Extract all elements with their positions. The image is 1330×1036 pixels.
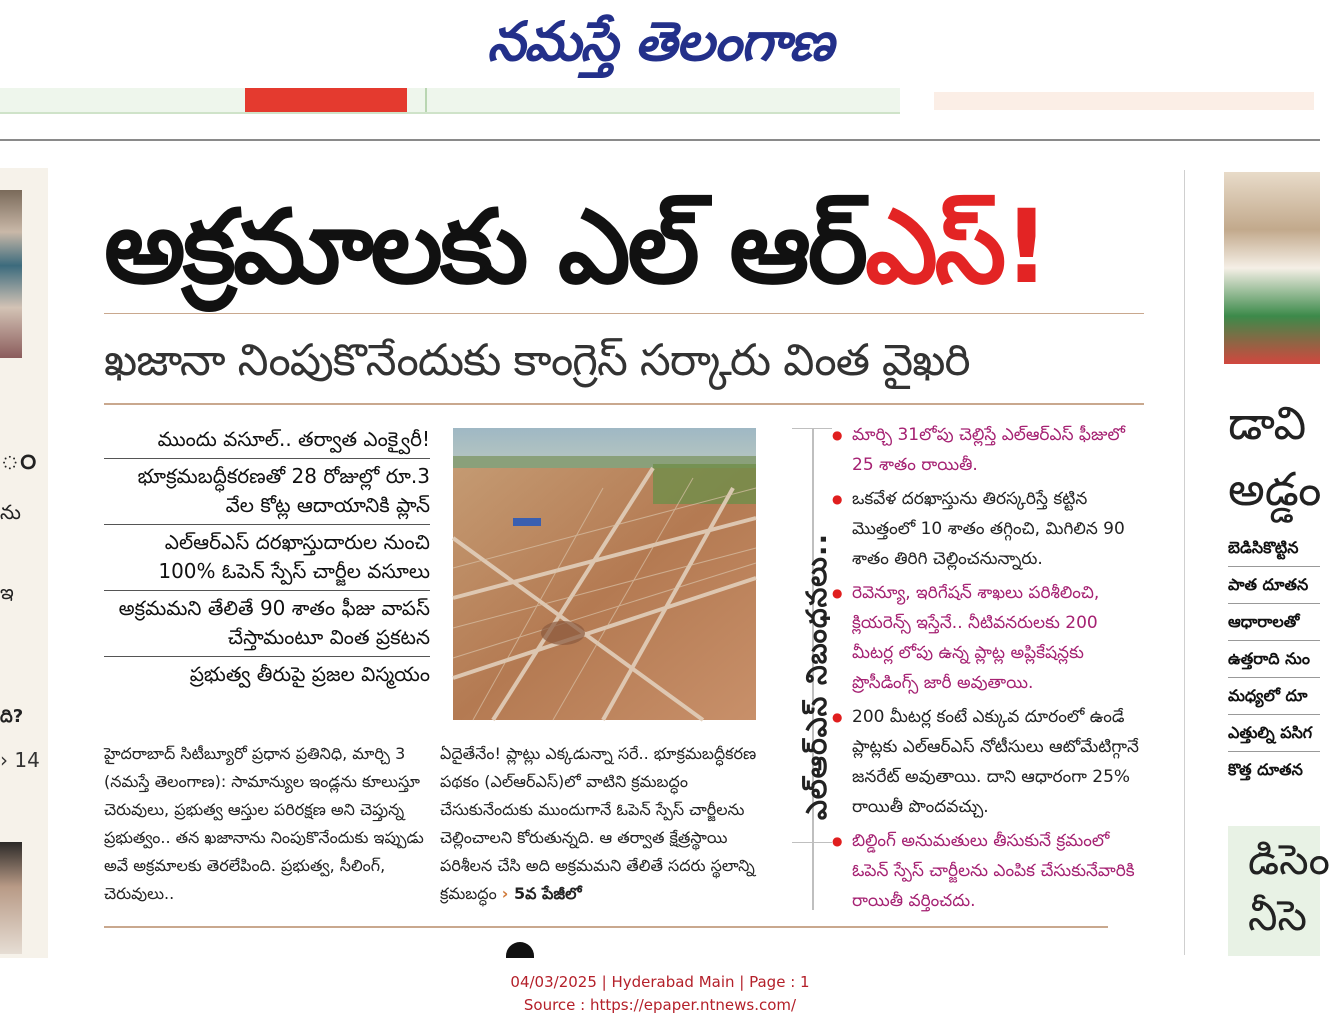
right-list-item[interactable]: ఆధారాలతో (1228, 604, 1320, 641)
headline-rule (104, 313, 1144, 314)
ad-strip-right[interactable] (934, 92, 1314, 110)
story-bottom-rule (104, 926, 1108, 928)
right-list-item[interactable]: మధ్యలో దూ (1228, 678, 1320, 715)
continued-body: ఏదైతేనేం! ప్లాట్లు ఎక్కడున్నా సరే.. భూక్రమబద్ధీకరణ పథకం (ఎల్ఆర్ఎస్)లో వాటిని క్రమబద్ధం చేసుకునేందుకు ముందుగానే ఓపెన్ స్పేస్ చార్జీలను చెల్లించాలని కోరుతున్నది. ఆ తర్వాత క్షేత్రస్థాయి పరిశీలన చేసి అది అక్రమమని తేలితే సదరు స్థలాన్ని క్రమబద్ధం (440, 744, 757, 903)
key-point: ముందు వసూల్.. తర్వాత ఎంక్వైరీ! (104, 422, 430, 459)
rule-bullet: ● బిల్డింగ్ అనుమతులు తీసుకునే క్రమంలో ఓపెన్ స్పేస్ చార్జీలను ఎంపిక చేసుకునేవారికి రాయితీ వర్తించదు. (832, 826, 1144, 916)
ad-strip-separator (425, 88, 427, 112)
key-points-list (104, 422, 430, 693)
right-column-headline[interactable] (1228, 390, 1320, 522)
story-subheadline: ఖజానా నింపుకొనేందుకు కాంగ్రెస్ సర్కారు వింత వైఖరి (104, 335, 970, 386)
left-column-fragment: ఇ (0, 580, 14, 604)
masthead-divider (0, 139, 1320, 141)
next-story-glyph-fragment (506, 942, 534, 958)
left-column-photo-bottom (0, 842, 22, 954)
story-intro-text: హైదరాబాద్ సిటీబ్యూరో ప్రధాన ప్రతినిధి, మార్చి 3 (నమస్తే తెలంగాణ): సామాన్యుల ఇండ్లను కూలుస్తూ చెరువులు, ప్రభుత్వ ఆస్తుల పరిరక్షణ అని చెప్తున్న ప్రభుత్వం.. తన ఖజానాను నింపుకొనేందుకు ఇప్పుడు అవే అక్రమాలకు తెరలేపింది. ప్రభుత్వ, సీలింగ్, చెరువులు.. (104, 744, 424, 903)
right-column-list (1228, 530, 1320, 788)
rule-bullet: ● ఒకవేళ దరఖాస్తును తిరస్కరిస్తే కట్టిన మొత్తంలో 10 శాతం తగ్గించి, మిగిలిన 90 శాతం తిరిగి చెల్లించనున్నారు. (832, 484, 1144, 574)
right-list-item[interactable]: కొత్త దూతన (1228, 760, 1303, 779)
right-box-headline (1248, 832, 1330, 944)
left-column-fragment: ది? (0, 706, 24, 727)
rules-bullet-list (832, 420, 1144, 920)
story-continued-text (440, 740, 760, 908)
key-point: భూక్రమబద్ధీకరణతో 28 రోజుల్లో రూ.3 వేల కోట్ల ఆదాయానికి ప్లాన్ (104, 459, 430, 525)
right-box-line: నీసె (1248, 891, 1307, 940)
left-column-photo-top (0, 190, 22, 358)
left-column-fragment: ను (0, 500, 21, 524)
aerial-land-photo-graphic (453, 428, 756, 720)
right-box-line: డిసెం (1248, 835, 1330, 884)
footer-edition-info: 04/03/2025 | Hyderabad Main | Page : 1 (510, 973, 810, 991)
newspaper-logo[interactable]: నమస్తే తెలంగాణ (487, 10, 833, 73)
right-list-item[interactable]: బెడిసికొట్టిన (1228, 530, 1320, 567)
left-column-fragment: ం (0, 438, 37, 478)
right-list-item[interactable]: పాత దూతన (1228, 567, 1320, 604)
right-column-divider (1184, 170, 1185, 955)
sidebar-rail-tick (792, 842, 832, 843)
sidebar-title-text: ఎల్ఆర్ఎస్ నిబంధనలు.. (800, 532, 833, 820)
aerial-land-photo[interactable] (453, 428, 756, 720)
right-list-item[interactable]: ఉత్తరాది నుం (1228, 641, 1320, 678)
key-point: ప్రభుత్వ తీరుపై ప్రజల విస్మయం (189, 662, 430, 686)
right-headline-line: అడ్డం (1228, 462, 1322, 516)
ad-strip-red-block (245, 88, 407, 112)
jump-label: 5వ పేజీలో (513, 884, 582, 903)
rule-bullet: ● 200 మీటర్ల కంటే ఎక్కువ దూరంలో ఉండే ప్లాట్లకు ఎల్ఆర్ఎస్ నోటీసులు ఆటోమేటిగ్గానే జనరేట్ అవుతాయి. దాని ఆధారంగా 25% రాయితీ పొందవచ్చు. (832, 702, 1144, 822)
headline-black-part: అక్రమాలకు ఎల్ ఆర్ (104, 188, 866, 307)
right-headline-line: డావి (1228, 396, 1307, 450)
jump-link[interactable]: › 5వ పేజీలో (501, 884, 582, 903)
rule-bullet: ● రెవెన్యూ, ఇరిగేషన్ శాఖలు పరిశీలించి, క్లియరెన్స్ ఇస్తేనే.. నీటివనరులకు 200 మీటర్ల లోపు ఉన్న ప్లాట్ల అప్లికేషన్లకు ప్రొసీడింగ్స్ జారీ అవుతాయి. (832, 578, 1144, 698)
right-column-photo[interactable] (1224, 172, 1320, 364)
subheadline-rule (104, 403, 1144, 405)
rule-bullet: ● మార్చి 31లోపు చెల్లిస్తే ఎల్ఆర్ఎస్ ఫీజులో 25 శాతం రాయితీ. (832, 420, 1144, 480)
ad-strip-left[interactable] (0, 88, 900, 114)
right-list-item[interactable]: ఎత్తుల్ని పసిగ (1228, 715, 1320, 752)
key-point: ఎల్ఆర్ఎస్ దరఖాస్తుదారుల నుంచి 100% ఓపెన్ స్పేస్ చార్జీల వసూలు (104, 525, 430, 591)
key-point: అక్రమమని తేలితే 90 శాతం ఫీజు వాపస్ చేస్తామంటూ వింత ప్రకటన (104, 591, 430, 657)
headline-red-part: ఎస్! (865, 188, 1047, 307)
story-headline[interactable] (104, 178, 1154, 318)
footer-source-link[interactable]: Source : https://epaper.ntnews.com/ (523, 996, 797, 1014)
left-column-page-ref[interactable]: › 14 (0, 748, 40, 772)
sidebar-rail-tick (792, 428, 832, 429)
